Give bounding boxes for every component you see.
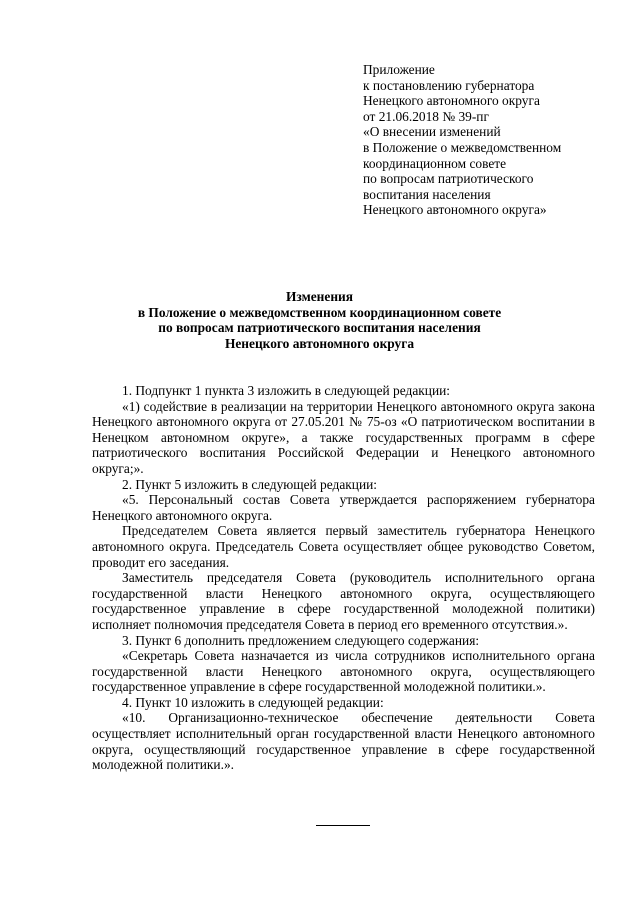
end-divider [316,825,370,826]
title-line: в Положение о межведомственном координационном совете [137,304,502,320]
paragraph: «1) содействие в реализации на территории Ненецкого автономного округа закона Ненецкого автономного округа от 27.05.201 № 75-оз «О патриотическом воспитании в Ненецком автономном округе», а также государственных программ в сфере патриотического воспитания Российской Федерации и Ненецкого автономного округа;». [92,398,595,476]
appendix-line: в Положение о межведомственном [363,139,562,155]
title-line: Изменения [285,289,353,304]
title-line: Ненецкого автономного округа [224,335,415,351]
appendix-line: воспитания населения [363,186,491,202]
appendix-line: Приложение [363,62,435,77]
appendix-line: Ненецкого автономного округа» [363,202,547,218]
appendix-line: по вопросам патриотического [363,171,534,187]
paragraph: 4. Пункт 10 изложить в следующей редакции: [122,694,384,710]
paragraph: 1. Подпункт 1 пункта 3 изложить в следующей редакции: [122,383,450,398]
appendix-line: от 21.06.2018 № 39-пг [363,108,489,124]
title-line: по вопросам патриотического воспитания населения [158,320,481,336]
paragraph: «10. Организационно-техническое обеспечение деятельности Совета осуществляет исполнительный орган государственной власти Ненецкого автономного округа, осуществляющий государственное управление в сфере государственной молодежной политики.». [92,710,595,773]
paragraph: Председателем Совета является первый заместитель губернатора Ненецкого автономного округа. Председатель Совета осуществляет общее руководство Советом, проводит его заседания. [92,523,595,570]
paragraph: «5. Персональный состав Совета утверждается распоряжением губернатора Ненецкого автономного округа. [92,492,595,523]
document-body [92,383,595,773]
paragraph: «Секретарь Совета назначается из числа сотрудников исполнительного органа государственной власти Ненецкого автономного округа, осуществляющего государственное управление в сфере государственной молодежной политики.». [92,648,595,695]
appendix-line: Ненецкого автономного округа [363,93,540,109]
appendix-line: к постановлению губернатора [363,77,535,93]
paragraph: 2. Пункт 5 изложить в следующей редакции: [122,476,378,492]
appendix-header [363,62,633,218]
paragraph: Заместитель председателя Совета (руководитель исполнительного органа государственной власти Ненецкого автономного округа, осуществляющего государственное управление в сфере государственной молодежной политики) исполняет полномочия председателя Совета в период его временного отсутствия.». [92,570,595,632]
appendix-line: координационном совете [363,155,507,171]
document-title [0,289,639,351]
appendix-line: «О внесении изменений [363,124,501,140]
paragraph: 3. Пункт 6 дополнить предложением следующего содержания: [122,632,480,648]
